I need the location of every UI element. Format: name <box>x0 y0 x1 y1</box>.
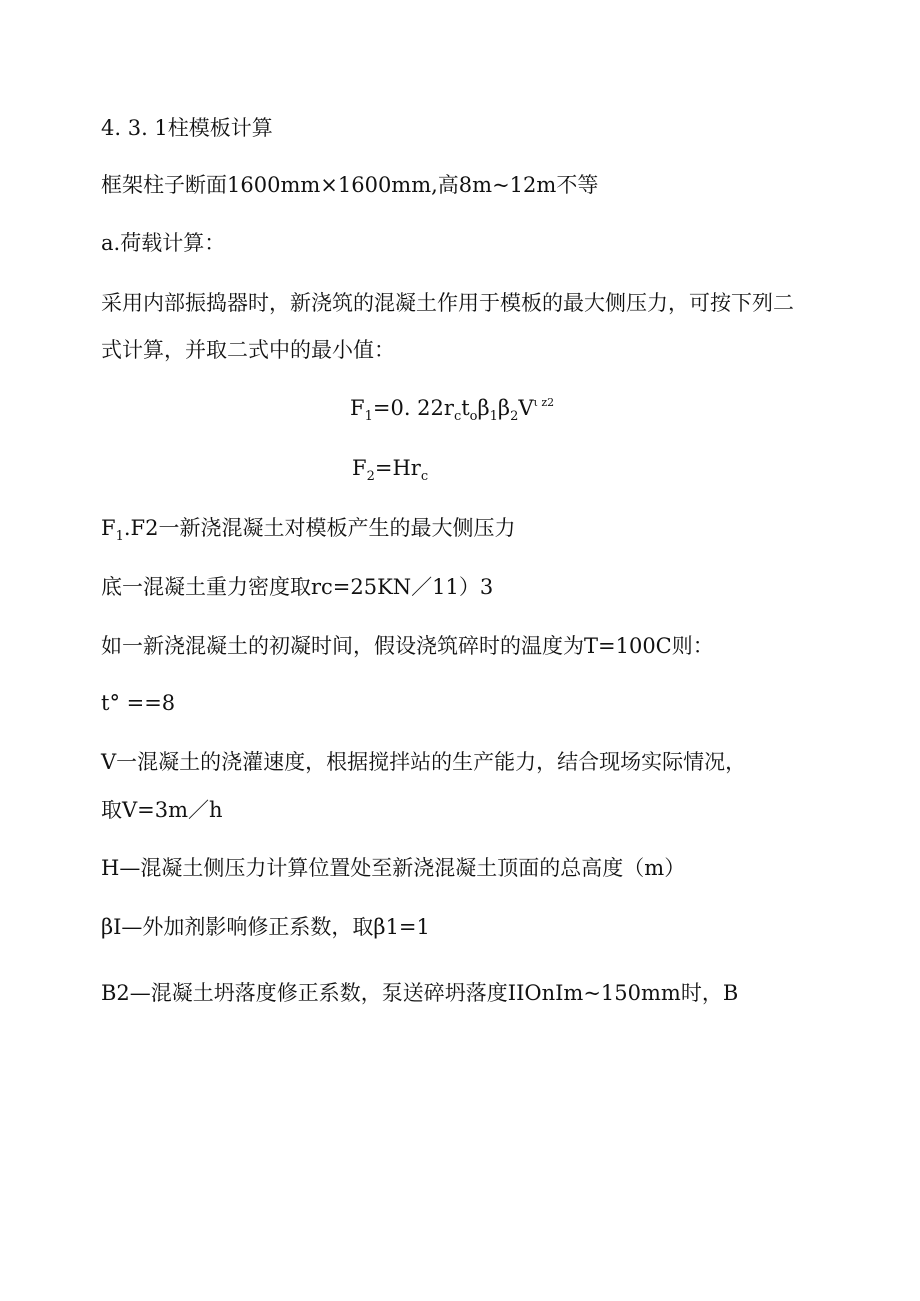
formula-subscript: c <box>420 469 429 484</box>
formula-subscript: 1 <box>364 409 373 424</box>
t-value: t° ==8 <box>101 691 176 715</box>
definition-subscript: 1 <box>115 529 124 544</box>
load-calc-title: a.荷载计算： <box>101 231 226 255</box>
definition-b2: B2—混凝土坍落度修正系数，泵送碎坍落度IIOnIm~150mm时，B <box>101 981 739 1005</box>
formula-subscript: 1 <box>489 409 498 424</box>
formula-symbol: β <box>477 396 490 420</box>
formula-subscript: o <box>469 409 478 424</box>
definition-v: V一混凝土的浇灌速度，根据搅拌站的生产能力，结合现场实际情况， <box>101 750 747 774</box>
formula-symbol: t <box>461 396 470 420</box>
formula-subscript: c <box>453 409 462 424</box>
formula-subscript: 2 <box>510 409 519 424</box>
definition-v-value: 取V=3m／h <box>101 798 223 822</box>
formula-symbol: V <box>518 396 534 420</box>
definition-symbol: F <box>101 516 116 540</box>
paragraph-line: 采用内部振捣器时，新浇筑的混凝土作用于模板的最大侧压力，可按下列二 <box>101 291 794 315</box>
section-heading: 4. 3. 1柱模板计算 <box>101 116 273 140</box>
definition-beta1: βI—外加剂影响修正系数，取β1=1 <box>101 915 430 939</box>
formula-text: =0. 22r <box>372 396 454 420</box>
definition-text: .F2一新浇混凝土对模板产生的最大侧压力 <box>123 516 516 540</box>
definition-f <box>101 516 516 544</box>
formula-text: =Hr <box>374 456 421 480</box>
paragraph-line: 式计算，并取二式中的最小值： <box>101 338 395 362</box>
formula-f1 <box>350 396 555 424</box>
formula-f2 <box>352 456 429 484</box>
formula-subscript: 2 <box>366 469 375 484</box>
definition-rc: 底一混凝土重力密度取rc=25KN／11）3 <box>101 575 494 599</box>
definition-t: 如一新浇混凝土的初凝时间，假设浇筑碎时的温度为T=100C则： <box>101 634 714 658</box>
formula-symbol: F <box>352 456 367 480</box>
formula-superscript: ι z2 <box>533 396 555 409</box>
column-section-text: 框架柱子断面1600mm×1600mm,高8m~12m不等 <box>101 173 599 197</box>
formula-symbol: β <box>497 396 511 420</box>
definition-h: H—混凝土侧压力计算位置处至新浇混凝土顶面的总高度（m） <box>101 856 686 880</box>
formula-symbol: F <box>350 396 365 420</box>
